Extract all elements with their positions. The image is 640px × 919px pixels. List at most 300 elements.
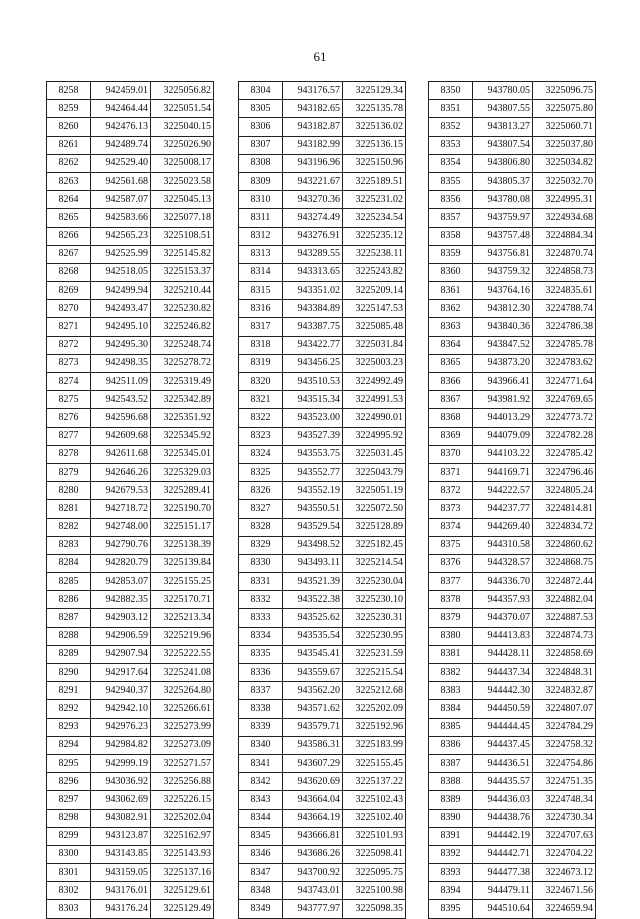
x-coordinate-cell: 944336.70 bbox=[473, 573, 533, 591]
y-coordinate-cell: 3225183.99 bbox=[343, 736, 406, 754]
table-row bbox=[429, 773, 596, 791]
point-id-cell: 8366 bbox=[429, 373, 473, 391]
point-id-cell: 8288 bbox=[47, 627, 91, 645]
x-coordinate-cell: 943807.54 bbox=[473, 136, 533, 154]
y-coordinate-cell: 3225143.93 bbox=[151, 845, 214, 863]
x-coordinate-cell: 944442.71 bbox=[473, 845, 533, 863]
x-coordinate-cell: 942561.68 bbox=[91, 172, 151, 190]
table-row bbox=[429, 554, 596, 572]
point-id-cell: 8327 bbox=[239, 500, 283, 518]
y-coordinate-cell: 3224773.72 bbox=[533, 409, 596, 427]
y-coordinate-cell: 3224992.49 bbox=[343, 373, 406, 391]
table-row bbox=[47, 718, 214, 736]
table-row bbox=[429, 191, 596, 209]
table-row bbox=[429, 482, 596, 500]
table-row bbox=[239, 554, 406, 572]
point-id-cell: 8280 bbox=[47, 482, 91, 500]
table-row bbox=[429, 591, 596, 609]
table-row bbox=[239, 754, 406, 772]
table-row bbox=[239, 354, 406, 372]
point-id-cell: 8345 bbox=[239, 827, 283, 845]
y-coordinate-cell: 3225222.55 bbox=[151, 645, 214, 663]
x-coordinate-cell: 943807.55 bbox=[473, 100, 533, 118]
y-coordinate-cell: 3224730.34 bbox=[533, 809, 596, 827]
point-id-cell: 8339 bbox=[239, 718, 283, 736]
point-id-cell: 8346 bbox=[239, 845, 283, 863]
y-coordinate-cell: 3225230.31 bbox=[343, 609, 406, 627]
point-id-cell: 8292 bbox=[47, 700, 91, 718]
y-coordinate-cell: 3225190.70 bbox=[151, 500, 214, 518]
table-row bbox=[429, 700, 596, 718]
y-coordinate-cell: 3225032.70 bbox=[533, 172, 596, 190]
y-coordinate-cell: 3224858.69 bbox=[533, 645, 596, 663]
table-row bbox=[47, 754, 214, 772]
point-id-cell: 8285 bbox=[47, 573, 91, 591]
table-row bbox=[239, 118, 406, 136]
point-id-cell: 8370 bbox=[429, 445, 473, 463]
y-coordinate-cell: 3225095.75 bbox=[343, 864, 406, 882]
table-row bbox=[239, 718, 406, 736]
point-id-cell: 8309 bbox=[239, 172, 283, 190]
table-row bbox=[429, 282, 596, 300]
table-row bbox=[429, 445, 596, 463]
point-id-cell: 8373 bbox=[429, 500, 473, 518]
x-coordinate-cell: 942748.00 bbox=[91, 518, 151, 536]
table-row bbox=[239, 263, 406, 281]
y-coordinate-cell: 3224671.56 bbox=[533, 882, 596, 900]
point-id-cell: 8326 bbox=[239, 482, 283, 500]
y-coordinate-cell: 3224796.46 bbox=[533, 463, 596, 481]
table-row bbox=[239, 300, 406, 318]
y-coordinate-cell: 3225098.41 bbox=[343, 845, 406, 863]
x-coordinate-cell: 944450.59 bbox=[473, 700, 533, 718]
x-coordinate-cell: 943813.27 bbox=[473, 118, 533, 136]
x-coordinate-cell: 943743.01 bbox=[283, 882, 343, 900]
point-id-cell: 8322 bbox=[239, 409, 283, 427]
x-coordinate-cell: 942511.09 bbox=[91, 373, 151, 391]
x-coordinate-cell: 944328.57 bbox=[473, 554, 533, 572]
point-id-cell: 8341 bbox=[239, 754, 283, 772]
point-id-cell: 8342 bbox=[239, 773, 283, 791]
point-id-cell: 8372 bbox=[429, 482, 473, 500]
point-id-cell: 8384 bbox=[429, 700, 473, 718]
x-coordinate-cell: 943082.91 bbox=[91, 809, 151, 827]
x-coordinate-cell: 943620.69 bbox=[283, 773, 343, 791]
x-coordinate-cell: 943351.02 bbox=[283, 282, 343, 300]
table-row bbox=[239, 227, 406, 245]
y-coordinate-cell: 3224814.81 bbox=[533, 500, 596, 518]
table-row bbox=[47, 736, 214, 754]
table-row bbox=[429, 609, 596, 627]
y-coordinate-cell: 3225136.02 bbox=[343, 118, 406, 136]
x-coordinate-cell: 943847.52 bbox=[473, 336, 533, 354]
y-coordinate-cell: 3224704.22 bbox=[533, 845, 596, 863]
y-coordinate-cell: 3224758.32 bbox=[533, 736, 596, 754]
table-row bbox=[47, 609, 214, 627]
y-coordinate-cell: 3225351.92 bbox=[151, 409, 214, 427]
table-row bbox=[239, 645, 406, 663]
table-row bbox=[429, 136, 596, 154]
point-id-cell: 8281 bbox=[47, 500, 91, 518]
y-coordinate-cell: 3225098.35 bbox=[343, 900, 406, 918]
point-id-cell: 8315 bbox=[239, 282, 283, 300]
point-id-cell: 8385 bbox=[429, 718, 473, 736]
y-coordinate-cell: 3224832.87 bbox=[533, 682, 596, 700]
table-row bbox=[239, 463, 406, 481]
table-row bbox=[47, 700, 214, 718]
point-id-cell: 8357 bbox=[429, 209, 473, 227]
table-row bbox=[47, 845, 214, 863]
y-coordinate-cell: 3225342.89 bbox=[151, 391, 214, 409]
table-row bbox=[47, 682, 214, 700]
y-coordinate-cell: 3225003.23 bbox=[343, 354, 406, 372]
point-id-cell: 8369 bbox=[429, 427, 473, 445]
y-coordinate-cell: 3225034.82 bbox=[533, 154, 596, 172]
x-coordinate-cell: 943780.05 bbox=[473, 82, 533, 100]
table-row bbox=[429, 627, 596, 645]
table-row bbox=[239, 773, 406, 791]
x-coordinate-cell: 944479.11 bbox=[473, 882, 533, 900]
x-coordinate-cell: 943535.54 bbox=[283, 627, 343, 645]
point-id-cell: 8338 bbox=[239, 700, 283, 718]
x-coordinate-cell: 943559.67 bbox=[283, 664, 343, 682]
x-coordinate-cell: 943545.41 bbox=[283, 645, 343, 663]
point-id-cell: 8277 bbox=[47, 427, 91, 445]
y-coordinate-cell: 3225135.78 bbox=[343, 100, 406, 118]
table-row bbox=[429, 227, 596, 245]
point-id-cell: 8329 bbox=[239, 536, 283, 554]
y-coordinate-cell: 3224835.61 bbox=[533, 282, 596, 300]
point-id-cell: 8282 bbox=[47, 518, 91, 536]
table-row bbox=[429, 391, 596, 409]
y-coordinate-cell: 3225264.80 bbox=[151, 682, 214, 700]
x-coordinate-cell: 942489.74 bbox=[91, 136, 151, 154]
table-row bbox=[47, 627, 214, 645]
y-coordinate-cell: 3225077.18 bbox=[151, 209, 214, 227]
table-row bbox=[239, 82, 406, 100]
table-row bbox=[47, 482, 214, 500]
x-coordinate-cell: 943552.19 bbox=[283, 482, 343, 500]
y-coordinate-cell: 3225060.71 bbox=[533, 118, 596, 136]
table-row bbox=[239, 573, 406, 591]
point-id-cell: 8304 bbox=[239, 82, 283, 100]
table-row bbox=[47, 154, 214, 172]
y-coordinate-cell: 3225072.50 bbox=[343, 500, 406, 518]
y-coordinate-cell: 3225137.16 bbox=[151, 864, 214, 882]
table-row bbox=[429, 427, 596, 445]
table-row bbox=[47, 645, 214, 663]
point-id-cell: 8308 bbox=[239, 154, 283, 172]
point-id-cell: 8320 bbox=[239, 373, 283, 391]
point-id-cell: 8314 bbox=[239, 263, 283, 281]
x-coordinate-cell: 943571.62 bbox=[283, 700, 343, 718]
x-coordinate-cell: 943176.57 bbox=[283, 82, 343, 100]
point-id-cell: 8376 bbox=[429, 554, 473, 572]
x-coordinate-cell: 943586.31 bbox=[283, 736, 343, 754]
y-coordinate-cell: 3224751.35 bbox=[533, 773, 596, 791]
table-row bbox=[239, 427, 406, 445]
y-coordinate-cell: 3225043.79 bbox=[343, 463, 406, 481]
x-coordinate-cell: 943873.20 bbox=[473, 354, 533, 372]
table-row bbox=[429, 827, 596, 845]
table-row bbox=[429, 118, 596, 136]
x-coordinate-cell: 942790.76 bbox=[91, 536, 151, 554]
point-id-cell: 8286 bbox=[47, 591, 91, 609]
point-id-cell: 8378 bbox=[429, 591, 473, 609]
table-row bbox=[239, 409, 406, 427]
table-row bbox=[47, 373, 214, 391]
point-id-cell: 8356 bbox=[429, 191, 473, 209]
x-coordinate-cell: 942976.23 bbox=[91, 718, 151, 736]
x-coordinate-cell: 944079.09 bbox=[473, 427, 533, 445]
x-coordinate-cell: 942529.40 bbox=[91, 154, 151, 172]
table-row bbox=[239, 700, 406, 718]
y-coordinate-cell: 3225226.15 bbox=[151, 791, 214, 809]
point-id-cell: 8270 bbox=[47, 300, 91, 318]
x-coordinate-cell: 944436.51 bbox=[473, 754, 533, 772]
y-coordinate-cell: 3224659.94 bbox=[533, 900, 596, 918]
table-row bbox=[47, 300, 214, 318]
point-id-cell: 8386 bbox=[429, 736, 473, 754]
table-row bbox=[47, 427, 214, 445]
x-coordinate-cell: 943515.34 bbox=[283, 391, 343, 409]
y-coordinate-cell: 3225145.82 bbox=[151, 245, 214, 263]
x-coordinate-cell: 942518.05 bbox=[91, 263, 151, 281]
x-coordinate-cell: 944428.11 bbox=[473, 645, 533, 663]
table-row bbox=[429, 373, 596, 391]
x-coordinate-cell: 942464.44 bbox=[91, 100, 151, 118]
y-coordinate-cell: 3224782.28 bbox=[533, 427, 596, 445]
y-coordinate-cell: 3224874.73 bbox=[533, 627, 596, 645]
x-coordinate-cell: 942587.07 bbox=[91, 191, 151, 209]
point-id-cell: 8388 bbox=[429, 773, 473, 791]
table-row bbox=[47, 409, 214, 427]
table-row bbox=[429, 882, 596, 900]
x-coordinate-cell: 943456.25 bbox=[283, 354, 343, 372]
table-row bbox=[429, 354, 596, 372]
x-coordinate-cell: 943196.96 bbox=[283, 154, 343, 172]
table-row bbox=[47, 100, 214, 118]
table-row bbox=[239, 827, 406, 845]
point-id-cell: 8262 bbox=[47, 154, 91, 172]
page-number: 61 bbox=[313, 49, 327, 64]
table-row bbox=[239, 500, 406, 518]
x-coordinate-cell: 943182.87 bbox=[283, 118, 343, 136]
x-coordinate-cell: 942999.19 bbox=[91, 754, 151, 772]
y-coordinate-cell: 3224784.29 bbox=[533, 718, 596, 736]
x-coordinate-cell: 942718.72 bbox=[91, 500, 151, 518]
point-id-cell: 8316 bbox=[239, 300, 283, 318]
point-id-cell: 8348 bbox=[239, 882, 283, 900]
x-coordinate-cell: 944444.45 bbox=[473, 718, 533, 736]
y-coordinate-cell: 3225230.82 bbox=[151, 300, 214, 318]
table-row bbox=[429, 300, 596, 318]
table-row bbox=[47, 263, 214, 281]
table-row bbox=[429, 536, 596, 554]
x-coordinate-cell: 944013.29 bbox=[473, 409, 533, 427]
point-id-cell: 8340 bbox=[239, 736, 283, 754]
x-coordinate-cell: 943529.54 bbox=[283, 518, 343, 536]
point-id-cell: 8360 bbox=[429, 263, 473, 281]
table-row bbox=[239, 609, 406, 627]
y-coordinate-cell: 3225213.34 bbox=[151, 609, 214, 627]
y-coordinate-cell: 3224673.12 bbox=[533, 864, 596, 882]
table-row bbox=[47, 172, 214, 190]
point-id-cell: 8375 bbox=[429, 536, 473, 554]
y-coordinate-cell: 3225139.84 bbox=[151, 554, 214, 572]
point-id-cell: 8310 bbox=[239, 191, 283, 209]
point-id-cell: 8371 bbox=[429, 463, 473, 481]
x-coordinate-cell: 943562.20 bbox=[283, 682, 343, 700]
point-id-cell: 8334 bbox=[239, 627, 283, 645]
point-id-cell: 8321 bbox=[239, 391, 283, 409]
y-coordinate-cell: 3225085.48 bbox=[343, 318, 406, 336]
table-row bbox=[429, 82, 596, 100]
y-coordinate-cell: 3225238.11 bbox=[343, 245, 406, 263]
x-coordinate-cell: 943527.39 bbox=[283, 427, 343, 445]
y-coordinate-cell: 3225248.74 bbox=[151, 336, 214, 354]
x-coordinate-cell: 944442.19 bbox=[473, 827, 533, 845]
table-row bbox=[47, 773, 214, 791]
y-coordinate-cell: 3225096.75 bbox=[533, 82, 596, 100]
table-row bbox=[47, 391, 214, 409]
y-coordinate-cell: 3224783.62 bbox=[533, 354, 596, 372]
y-coordinate-cell: 3225241.08 bbox=[151, 664, 214, 682]
point-id-cell: 8296 bbox=[47, 773, 91, 791]
x-coordinate-cell: 943062.69 bbox=[91, 791, 151, 809]
point-id-cell: 8284 bbox=[47, 554, 91, 572]
point-id-cell: 8362 bbox=[429, 300, 473, 318]
x-coordinate-cell: 944413.83 bbox=[473, 627, 533, 645]
table-row bbox=[47, 900, 214, 918]
point-id-cell: 8344 bbox=[239, 809, 283, 827]
y-coordinate-cell: 3225271.57 bbox=[151, 754, 214, 772]
point-id-cell: 8300 bbox=[47, 845, 91, 863]
table-row bbox=[429, 409, 596, 427]
table-row bbox=[429, 463, 596, 481]
x-coordinate-cell: 942499.94 bbox=[91, 282, 151, 300]
table-row bbox=[429, 845, 596, 863]
point-id-cell: 8333 bbox=[239, 609, 283, 627]
x-coordinate-cell: 944222.57 bbox=[473, 482, 533, 500]
point-id-cell: 8379 bbox=[429, 609, 473, 627]
table-row bbox=[239, 318, 406, 336]
y-coordinate-cell: 3225102.43 bbox=[343, 791, 406, 809]
table-row bbox=[47, 463, 214, 481]
coordinate-table-middle bbox=[238, 81, 406, 919]
x-coordinate-cell: 942476.13 bbox=[91, 118, 151, 136]
point-id-cell: 8374 bbox=[429, 518, 473, 536]
point-id-cell: 8350 bbox=[429, 82, 473, 100]
y-coordinate-cell: 3225202.04 bbox=[151, 809, 214, 827]
table-row bbox=[47, 864, 214, 882]
x-coordinate-cell: 942543.52 bbox=[91, 391, 151, 409]
point-id-cell: 8278 bbox=[47, 445, 91, 463]
y-coordinate-cell: 3225234.54 bbox=[343, 209, 406, 227]
point-id-cell: 8274 bbox=[47, 373, 91, 391]
point-id-cell: 8287 bbox=[47, 609, 91, 627]
y-coordinate-cell: 3225040.15 bbox=[151, 118, 214, 136]
x-coordinate-cell: 944436.03 bbox=[473, 791, 533, 809]
table-row bbox=[429, 809, 596, 827]
table-row bbox=[239, 627, 406, 645]
x-coordinate-cell: 943525.62 bbox=[283, 609, 343, 627]
table-row bbox=[47, 573, 214, 591]
x-coordinate-cell: 943666.81 bbox=[283, 827, 343, 845]
table-row bbox=[429, 900, 596, 918]
point-id-cell: 8269 bbox=[47, 282, 91, 300]
x-coordinate-cell: 942493.47 bbox=[91, 300, 151, 318]
point-id-cell: 8291 bbox=[47, 682, 91, 700]
table-row bbox=[429, 336, 596, 354]
y-coordinate-cell: 3225319.49 bbox=[151, 373, 214, 391]
y-coordinate-cell: 3225231.59 bbox=[343, 645, 406, 663]
x-coordinate-cell: 943812.30 bbox=[473, 300, 533, 318]
table-row bbox=[429, 645, 596, 663]
y-coordinate-cell: 3225138.39 bbox=[151, 536, 214, 554]
y-coordinate-cell: 3225031.84 bbox=[343, 336, 406, 354]
y-coordinate-cell: 3225230.10 bbox=[343, 591, 406, 609]
x-coordinate-cell: 943756.81 bbox=[473, 245, 533, 263]
x-coordinate-cell: 943579.71 bbox=[283, 718, 343, 736]
point-id-cell: 8383 bbox=[429, 682, 473, 700]
point-id-cell: 8323 bbox=[239, 427, 283, 445]
x-coordinate-cell: 943143.85 bbox=[91, 845, 151, 863]
point-id-cell: 8318 bbox=[239, 336, 283, 354]
y-coordinate-cell: 3225031.45 bbox=[343, 445, 406, 463]
x-coordinate-cell: 942609.68 bbox=[91, 427, 151, 445]
y-coordinate-cell: 3225026.90 bbox=[151, 136, 214, 154]
x-coordinate-cell: 943384.89 bbox=[283, 300, 343, 318]
x-coordinate-cell: 943522.38 bbox=[283, 591, 343, 609]
table-row bbox=[429, 664, 596, 682]
x-coordinate-cell: 943523.00 bbox=[283, 409, 343, 427]
table-row bbox=[429, 682, 596, 700]
y-coordinate-cell: 3225155.25 bbox=[151, 573, 214, 591]
table-row bbox=[239, 591, 406, 609]
point-id-cell: 8395 bbox=[429, 900, 473, 918]
y-coordinate-cell: 3225230.04 bbox=[343, 573, 406, 591]
point-id-cell: 8363 bbox=[429, 318, 473, 336]
x-coordinate-cell: 943840.36 bbox=[473, 318, 533, 336]
x-coordinate-cell: 943176.24 bbox=[91, 900, 151, 918]
point-id-cell: 8295 bbox=[47, 754, 91, 772]
y-coordinate-cell: 3225273.99 bbox=[151, 718, 214, 736]
y-coordinate-cell: 3224769.65 bbox=[533, 391, 596, 409]
point-id-cell: 8266 bbox=[47, 227, 91, 245]
y-coordinate-cell: 3225147.53 bbox=[343, 300, 406, 318]
point-id-cell: 8381 bbox=[429, 645, 473, 663]
y-coordinate-cell: 3225162.97 bbox=[151, 827, 214, 845]
x-coordinate-cell: 944510.64 bbox=[473, 900, 533, 918]
y-coordinate-cell: 3225051.54 bbox=[151, 100, 214, 118]
x-coordinate-cell: 943036.92 bbox=[91, 773, 151, 791]
x-coordinate-cell: 943387.75 bbox=[283, 318, 343, 336]
y-coordinate-cell: 3225056.82 bbox=[151, 82, 214, 100]
y-coordinate-cell: 3225129.61 bbox=[151, 882, 214, 900]
x-coordinate-cell: 944435.57 bbox=[473, 773, 533, 791]
table-row bbox=[239, 136, 406, 154]
y-coordinate-cell: 3225256.88 bbox=[151, 773, 214, 791]
x-coordinate-cell: 943686.26 bbox=[283, 845, 343, 863]
point-id-cell: 8307 bbox=[239, 136, 283, 154]
point-id-cell: 8324 bbox=[239, 445, 283, 463]
coordinate-table-left bbox=[46, 81, 214, 919]
x-coordinate-cell: 942459.01 bbox=[91, 82, 151, 100]
x-coordinate-cell: 943182.65 bbox=[283, 100, 343, 118]
y-coordinate-cell: 3225202.09 bbox=[343, 700, 406, 718]
table-row bbox=[429, 154, 596, 172]
